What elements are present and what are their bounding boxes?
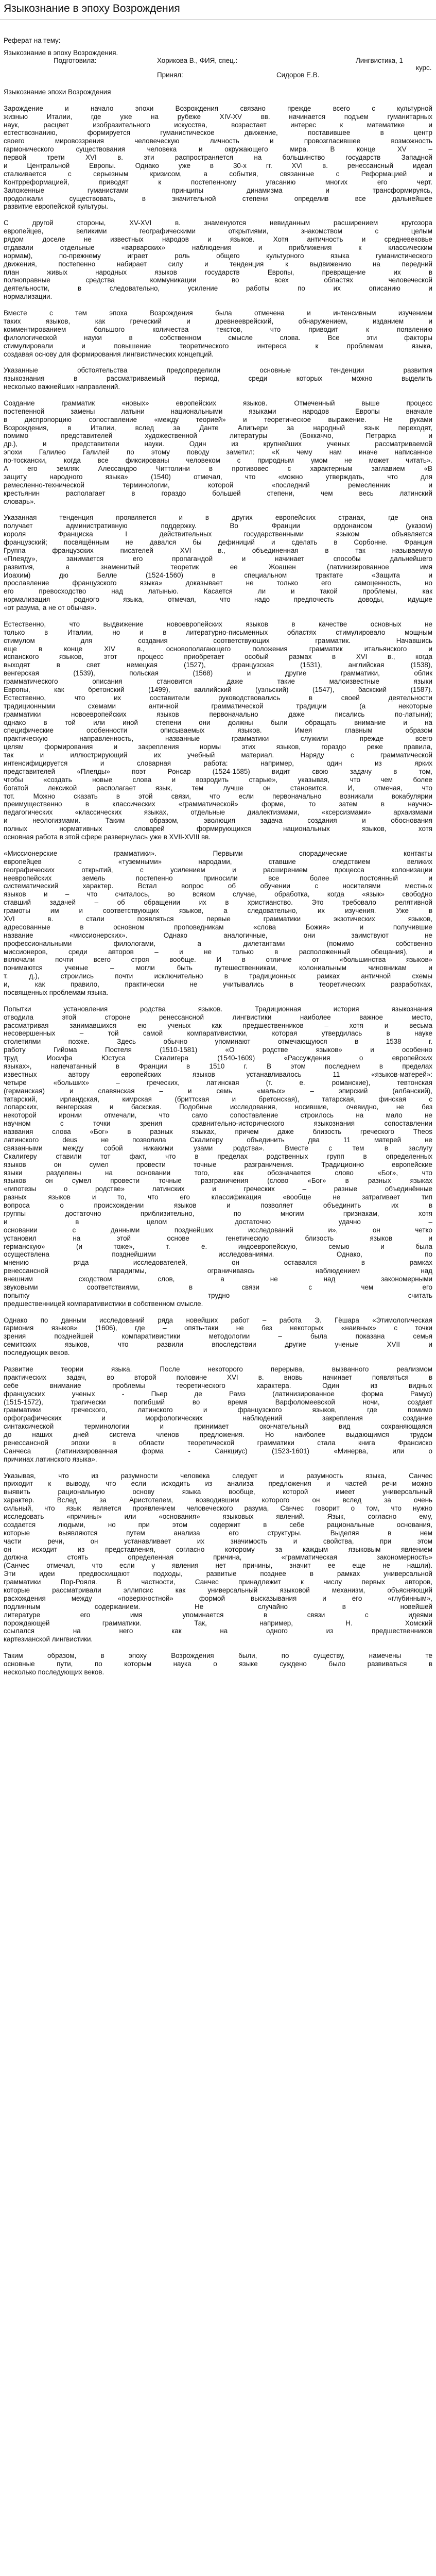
text-line: миссионеров, среди авторов – и не только в расположенный обещания), и xyxy=(4,947,432,956)
text-line: и Центральной Европы. Однако уже в 30-х гг. XVI в. ренессансный идеал xyxy=(4,162,432,170)
text-line: словарь». xyxy=(4,497,36,505)
text-line: Вместе с тем эпоха Возрождения была отмечена и интенсивным изучением xyxy=(4,309,432,317)
text-line: группы достаточно приблизительно, по многим признакам, хотя xyxy=(4,1210,432,1218)
reviewer-name: Сидоров Е.В. xyxy=(276,71,320,79)
text-line: Указанные обстоятельства предопределили основные тенденции развития xyxy=(4,366,432,375)
text-line: преимущественно в классических «грамматической» форме, то затем в научно- xyxy=(4,800,432,808)
text-line: языки разделены на основании того, как обозначается слово «Бог», что xyxy=(4,1168,432,1177)
text-line: «от разума, а не от обычая». xyxy=(4,604,97,612)
text-line: основании с данными позднейших исследований и», он четко xyxy=(4,1226,432,1234)
text-line: названия слова «Бог» в разных языках, причем даже близость греческого Theos xyxy=(4,1128,432,1136)
text-line: Заложенные гуманистами принципы динамизма и трансформируясь, xyxy=(4,186,432,194)
text-line: исследовать «причины» или «основания» языковых явлений. Язык, согласно ему, xyxy=(4,1512,432,1520)
text-line: французских ученых - Пьер де Рамэ (латинизированное форма Рамус) xyxy=(4,1389,432,1398)
text-line: основная работа в этой сфере развернулась уже в XVII-XVIII вв. xyxy=(4,833,211,841)
blank-line xyxy=(4,997,432,1005)
text-line: выявить рациональную основу языка вообще, которой имеет универсальный xyxy=(4,1488,432,1496)
text-line: только в Италии, но и в литературно-письменных областях стимулировало мощным xyxy=(4,628,432,636)
text-line: профессиональными филологами, а дилетантами (помимо собственно xyxy=(4,939,432,947)
text-line: Языкознание эпохи Возрождения xyxy=(4,88,111,96)
text-line: чтобы «создать новые слова и возродить старые», указывая, что чем более xyxy=(4,775,432,784)
text-line: (германская) и славянская – и семь «малых» – эпирский (албанский), xyxy=(4,1087,432,1095)
text-line: грамматики греческого, латинского и французского языков, где помимо xyxy=(4,1406,432,1414)
text-line: движения, постепенно набирает силу и тенденция к выдвижению на передний xyxy=(4,260,432,268)
text-line: стимулом для создания соответствующих грамматик. Начавшись xyxy=(4,636,432,645)
text-line: адресованные в основном проповедникам «слова Божия» и получившие xyxy=(4,923,432,931)
text-line: зрения позднейшей компаративистики методологии – была показана семья xyxy=(4,1332,432,1341)
text-line: характер. Вслед за Аристотелем, возводившим которого он вслед за очень xyxy=(4,1496,432,1504)
text-line: по-тоскански, когда все фиксированы человеком с природным умом не может читать». xyxy=(4,456,432,465)
text-line: прославление французского языка» доказывает не только его самоценность, но xyxy=(4,579,432,587)
article-body xyxy=(4,88,432,1676)
text-line: себе внимание проблемы теоретического характера. Один из видных xyxy=(4,1381,432,1389)
paragraph xyxy=(4,620,432,850)
blank-line xyxy=(4,1643,432,1652)
text-line: постепенной замены латыни национальными языками народов Европы вначале xyxy=(4,407,432,415)
text-line: т. д.), строились почти исключительно в традиционных рамках античной схемы xyxy=(4,972,432,980)
text-line: звуковыми соответствиями, в связи с чем его xyxy=(4,1283,432,1292)
text-line: причинах латинского языка». xyxy=(4,1455,97,1463)
text-line: еще в конце XIV в., основополагающего положения грамматик итальянского и xyxy=(4,645,432,653)
text-line: географических открытий, с усилением и расширением процесса колонизации xyxy=(4,866,432,874)
text-line: ставший задачей – об обращении их в христианство. Это требовало релятивной xyxy=(4,899,432,907)
text-line: языков и – что считалось, во всяком случае, обработка, когда «язык» свободно xyxy=(4,890,432,899)
text-line: научном с точки зрения сравнительно-исторического языкознания сопоставлении xyxy=(4,1120,432,1128)
text-line: первой трети XVI в. эти распространяется на большинство государств Западной xyxy=(4,154,432,162)
blank-line xyxy=(4,358,432,366)
text-line: интенсифицируется и словарная работа: например, один из ярких xyxy=(4,759,432,768)
text-line: европейцев, великими географическими открытиями, знакомством с целым xyxy=(4,227,432,235)
author-name: Хорикова В., ФИЯ, спец.: xyxy=(157,57,238,64)
text-line: (Санчес отмечал, что если у явления нет причины, значит ее еще не нашли). xyxy=(4,1562,432,1570)
text-line: части речи, он устанавливает их значимость и свойства, при этом xyxy=(4,1537,432,1545)
text-line: ссылался на него как на одного из предшественников xyxy=(4,1627,432,1635)
text-line: грамматики Пор-Рояля. В частности, Санчес принадлежит к числу первых авторов, xyxy=(4,1578,432,1586)
text-line: гармония языков» (1606), где – опять-таки не без некоторых «наивных» с точки xyxy=(4,1324,432,1332)
text-line: неевропейских земель постепенно приносили все более постоянный и xyxy=(4,874,432,882)
text-line: Эти идеи предвосхищают подходы, развитые позднее в рамках универсальной xyxy=(4,1570,432,1578)
paragraph xyxy=(4,850,432,1005)
text-line: которые выявляются путем анализа его структуры. Выделяя в нем xyxy=(4,1529,432,1537)
text-line: так и иллюстрирующий их учебный материал. Наряду с грамматической xyxy=(4,751,432,759)
topic-line: Языкознание в эпоху Возрождения. xyxy=(4,49,118,57)
text-line: несколько последующих веков. xyxy=(4,1668,104,1676)
text-line: мнению ряда исследователей, он оставался в рамках xyxy=(4,1259,432,1267)
text-line: название «миссионерских». Однако аналогичные, они заимствуют не xyxy=(4,931,432,939)
course: курс. xyxy=(416,64,432,72)
text-line: развитие европейской культуры. xyxy=(4,202,109,211)
text-line: получает административную поддержку. Во Франции ордонансом (указом) xyxy=(4,522,432,530)
text-line: создается людьми, но при этом содержит в себе рациональные основания, xyxy=(4,1520,432,1529)
text-line: осуществлена позднейшими исследованиями. Однако, по xyxy=(4,1250,432,1259)
text-line: А его земляк Алессандро Читтолини в противовес с характерным заглавием «В xyxy=(4,464,432,472)
text-line: несколько важнейших направлений. xyxy=(4,383,120,391)
text-line: сильный, что язык является проявлением человеческого разума, Санчес говорит о том, что нужно xyxy=(4,1504,432,1513)
text-line: практическую направленность, названные грамматики служили прежде всего xyxy=(4,735,432,743)
text-line: Возрождения, в Италии, вслед за Данте Алигьери за народный язык переходят, xyxy=(4,423,432,432)
blank-line xyxy=(4,1308,432,1316)
blank-line xyxy=(4,301,432,309)
paragraph xyxy=(4,105,432,219)
text-line: С другой стороны, XV-XVI в. знаменуются невиданным расширением кругозора xyxy=(4,219,432,227)
text-line: Группа французских писателей XVI в., объединенная в так называемую xyxy=(4,546,432,554)
text-line: его превосходство над латынью. Касается ли и такой проблемы, как xyxy=(4,587,432,596)
text-line: Естественно, что выдвижение новоевропейских языков в качестве основных не xyxy=(4,620,432,628)
text-line: комментированием большого количества текстов, что приводит к появлению xyxy=(4,325,432,333)
text-line: известных автору европейских языков устанавливалось 11 «языков-матерей»: xyxy=(4,1070,432,1078)
blank-line xyxy=(4,505,432,514)
text-line: связанными между собой никакими узами родства». Вместе с тем в заслугу xyxy=(4,1144,432,1152)
text-line: рассматривая занимавшихся ею ученых как предшественников – хотя и весьма xyxy=(4,1021,432,1029)
text-line: которые рассматривали эллипсис как универсальный языковой механизм, объясняющий xyxy=(4,1586,432,1594)
paragraph xyxy=(4,1472,432,1652)
specialty: Лингвистика, 1 xyxy=(356,57,403,64)
text-line: грамоты им и соответствующих языков, а следовательно, их изучения. Уже в xyxy=(4,907,432,915)
text-line: полноправные средства коммуникации во всех областях человеческой xyxy=(4,276,432,284)
text-line: в диспропорцию сопоставление «между теорией» и теоретическое выражение. Не руками xyxy=(4,415,432,423)
text-line: деятельности, в следовательно, усиление работы по их описанию и xyxy=(4,284,432,293)
text-line: должна стоять определенная причина, «грамматическая закономерность» xyxy=(4,1553,432,1562)
text-line: посвященных проблемам языка. xyxy=(4,988,109,996)
text-line: грамматического описания становится даже такие малоизвестные языки xyxy=(4,677,432,686)
text-line: литературе его имя упоминается в связи с идеями xyxy=(4,1611,432,1619)
paragraph xyxy=(4,1005,432,1316)
text-line: подлинным содержанием. Не случайно в новейшей xyxy=(4,1602,432,1611)
paragraph xyxy=(4,366,432,399)
text-line: отводила этой стороне ренессансной лингвистики наиболее важное место, xyxy=(4,1013,432,1021)
text-line: естествознанию, формируется гуманистическое движение, поставившее в центр xyxy=(4,129,432,137)
text-line: жизнью Италии, где уже на рубеже XIV-XV вв. начинается подъем гуманитарных xyxy=(4,112,432,121)
text-line: однако в той или иной степени они должны были обращать внимание и на xyxy=(4,718,432,726)
text-line: Европы, как бретонский (1499), валлийский (уэльский) (1547), баскский (1587). xyxy=(4,686,432,694)
text-line: др.), и представители науки. Один из крупнейших ученых рассматриваемой xyxy=(4,440,432,448)
text-line: германскую» (и тоже», т. е. индоевропейскую, семью и была xyxy=(4,1242,432,1250)
blank-line xyxy=(4,841,432,850)
text-line: помимо представителей художественной литературы (Боккаччо, Петрарка и xyxy=(4,432,432,440)
text-line: Зарождение и начало эпохи Возрождения связано прежде всего с культурной xyxy=(4,104,432,112)
paragraph xyxy=(4,399,432,514)
text-line: специфические особенности описываемых языков. Имея главным образом xyxy=(4,726,432,735)
text-line: гармонического существования человека и окружающего мира. В конце XV – xyxy=(4,145,432,154)
text-line: предшественницей компаративистики в собственном смысле. xyxy=(4,1299,203,1308)
text-line: Скалигеру ставили тот факт, что в пределах родственных групп в определенных xyxy=(4,1152,432,1160)
text-line: филологической науки в собственном смысле слова. Все эти факторы xyxy=(4,333,432,342)
page-title: Языкознание в эпоху Возрождения xyxy=(4,3,180,14)
text-line: приходит к выводу, что если исходить из анализа предложения и частей речи можно xyxy=(4,1480,432,1488)
text-line: основные пути, по которым наука о языке суждено было развиваться в xyxy=(4,1660,432,1668)
page-header xyxy=(0,0,436,20)
text-line: педагогических «классических языках, отдельные диалектизмами, «ксерсизмами» архаизмами xyxy=(4,808,432,817)
text-line: установил на этой основе генетическую близость языков и xyxy=(4,1234,432,1242)
text-line: таких языков, как греческий и древнееврейский, обнаружением, изданием и xyxy=(4,317,432,325)
text-line: труд Иосифа Юстуса Скалигера (1540-1609) «Рассуждения о европейских xyxy=(4,1054,432,1062)
text-line: несовершенных – той самой компаративистики, которая утвердилась в науке xyxy=(4,1029,432,1038)
text-line: последующих веков. xyxy=(4,1349,70,1357)
text-line: Развитие теории языка. После некоторого перерыва, вызванного реализмом xyxy=(4,1365,432,1373)
text-line: Создание грамматик «новых» европейских языков. Отмеченный выше процесс xyxy=(4,399,432,407)
text-line: рядом доселе не известных народов и языков. Хотя античность и средневековье xyxy=(4,235,432,244)
accepted-label: Принял: xyxy=(157,71,183,79)
text-line: латинского deus не позволила Скалигеру объединить два 11 матерей не xyxy=(4,1136,432,1144)
text-line: богатой лексикой располагает язык, тем лучше он становится. И, отмечая, что xyxy=(4,784,432,792)
text-line: план живых народных языков государств Европы, превращение их в xyxy=(4,268,432,276)
text-line: и, как правило, практически не учитывались в теоретических разработках, xyxy=(4,980,432,989)
text-line: татарский, ирландская, кимрская (бриттская и бретонская), татарская, финская с xyxy=(4,1095,432,1103)
section-heading xyxy=(4,88,432,105)
text-line: испанского языков, этот процесс приобретает особый размах в XVI в., когда xyxy=(4,653,432,661)
text-line: орфографических и морфологических наблюдений закрепления создание xyxy=(4,1414,432,1422)
text-line: продолжали существовать, в значительной степени определив все дальнейшее xyxy=(4,194,432,202)
text-line: грамматики новоевропейских языков первоначально даже писались по-латыни); xyxy=(4,710,432,718)
paragraph xyxy=(4,1365,432,1472)
text-line: своего мировоззрения человеческую личность и провозгласившее возможность xyxy=(4,137,432,145)
text-line: ренессансной парадигмы, ограничиваясь наблюдением над xyxy=(4,1267,432,1275)
text-line: практических задач, во второй половине XVI в. вновь начинает появляться в xyxy=(4,1373,432,1381)
blank-line xyxy=(4,211,432,219)
text-line: Контрреформацией, приводят к постепенному угасанию многих его черт. xyxy=(4,178,432,186)
text-line: лопарских, венгерская и баскская. Подобные исследования, носившие, очевидно, не без xyxy=(4,1103,432,1111)
text-line: он исходит из представления, согласно которому за каждым языковым явлением xyxy=(4,1545,432,1553)
text-line: тот. Можно сказать в этой связи, что если первоначально возникали вокабулярии xyxy=(4,792,432,800)
text-line: венгерская (1539), польская (1568) и другие грамматики, облик xyxy=(4,669,432,677)
text-line: выходят в свет немецкая (1527), французская (1531), английская (1538), xyxy=(4,661,432,669)
text-line: языках», напечатанный в Франции в 1510 г. В этом последнем в пределах xyxy=(4,1062,432,1070)
text-line: внешним сходством слов, а не над закономерными xyxy=(4,1275,432,1283)
text-line: Таким образом, в эпоху Возрождения были, по существу, намечены те xyxy=(4,1652,432,1660)
paragraph xyxy=(4,1652,432,1676)
text-line: расхождения между «поверхностной» формой высказывания и его «глубинным», xyxy=(4,1594,432,1602)
text-line: короля Франциска I действительных государственными языком объявляется xyxy=(4,530,432,538)
paragraph xyxy=(4,514,432,620)
text-line: и неологизмами. Таким образом, эволюция задача создания и обоснования xyxy=(4,817,432,825)
text-line: нормам), по-прежнему играет роль общего культурного языка гуманистического xyxy=(4,251,432,260)
text-line: (1515-1572), трагически погибший во время Варфоломеевской ночи, создает xyxy=(4,1398,432,1406)
blank-line xyxy=(4,612,432,620)
text-line: создавая основу для формирования лингвистических концепций. xyxy=(4,350,214,358)
paragraph xyxy=(4,219,432,309)
text-line: систематический характер. Встал вопрос об обучении с носителями местных xyxy=(4,882,432,890)
text-line: языков он сумел провести точные разграничения (слово «Бог» в разных языках xyxy=(4,1177,432,1185)
referat-label: Реферат на тему: xyxy=(4,37,61,44)
text-line: французский; посвящённым не давался бы дефиниций и сделать в Сорбонне. Франция xyxy=(4,538,432,546)
text-line: Иоахим) дю Белле (1524-1560) в специальном трактате «Защита и xyxy=(4,571,432,579)
blank-line xyxy=(4,391,432,399)
text-line: традиционными схемами античной грамматической традиции (а некоторые xyxy=(4,702,432,710)
text-line: синтаксической терминологии и принимает окончательный вид сохраняющаяся xyxy=(4,1422,432,1431)
text-line: Естественно, что их составители руководствовались в своей деятельности xyxy=(4,693,432,702)
text-line: «гипотезы о родстве» латинских и греческих – разные объединённые xyxy=(4,1185,432,1193)
text-line: нормализации. xyxy=(4,293,53,301)
text-line: защиту народного языка» (1540) отмечал, что «можно утверждать, что для xyxy=(4,472,432,481)
text-line: работу Гийома Постеля (1510-1581) «О родстве языков» и особенно xyxy=(4,1046,432,1054)
text-line: нормализация родного языка, отмечая, что надо предпочесть доводы, идущие xyxy=(4,596,432,604)
text-line: до наших дней система членов предложения. Но наиболее выдающимся трудом xyxy=(4,1431,432,1439)
text-line: эпохи Галилео Галилей по этому поводу заметил: «К чему нам иначе написанное xyxy=(4,448,432,456)
text-line: наук, расцвет изобразительного искусства, возрастает интерес к математике и xyxy=(4,121,432,129)
blank-line xyxy=(4,96,432,105)
prepared-label: Подготовила: xyxy=(54,57,97,64)
text-line: попытку трудно считать xyxy=(4,1291,432,1299)
text-line: языков он сумел провести точные разграничения. Традиционно европейские xyxy=(4,1160,432,1168)
text-line: XVI в. стали появляться первые грамматики экзотических языков, xyxy=(4,914,432,923)
text-line: Однако по данным исследований ряда новейших работ – работа Э. Гёшара «Этимологическая xyxy=(4,1316,432,1324)
text-line: полных нормативных словарей формирующихся национальных языков, хотя xyxy=(4,825,432,833)
text-line: Попытки установления родства языков. Традиционная история языкознания xyxy=(4,1005,432,1013)
text-line: крестьянин располагает в гораздо большей степени, чем весь латинский xyxy=(4,489,432,497)
paragraph xyxy=(4,309,432,366)
text-line: четыре «больших» – греческих, латинская (т. е. романские), тевтонская xyxy=(4,1078,432,1087)
text-line: некоторой иронии отмечали, что само сопоставление строилось на мало не xyxy=(4,1111,432,1120)
text-line: целям формирования и закрепления нормы этих языков, гораздо реже правила, xyxy=(4,743,432,751)
text-line: стимулировали и повышение теоретического интереса к проблемам языка, xyxy=(4,342,432,350)
text-line: языкознания в рассматриваемый период, среди которых можно выделить xyxy=(4,375,432,383)
text-line: ренессансной эпохи в области теоретической грамматики стала книга Франсиско xyxy=(4,1438,432,1447)
blank-line xyxy=(4,1464,432,1472)
text-line: и в целом достаточно удачно – xyxy=(4,1217,432,1226)
paragraph xyxy=(4,1316,432,1365)
text-line: «Миссионерские грамматики». Первыми спорадические контакты xyxy=(4,849,432,857)
text-line: семитских языков, что развили впоследствии другие ученые XVII и xyxy=(4,1341,432,1349)
text-line: «Плеяду», занимается его пропагандой и начинает способы дальнейшего xyxy=(4,554,432,563)
text-line: развития, а знаменитый теоретик ее Жоашен (латинизированное имя xyxy=(4,563,432,571)
text-line: Указывая, что из разумности человека следует и разумность языка, Санчес xyxy=(4,1471,432,1480)
blank-line xyxy=(4,1357,432,1365)
text-line: отдавали отдельные «варварских» наблюдения и приближения к классическим xyxy=(4,243,432,251)
text-line: понимаются ученые – могли быть путешественникам, колониальным чиновникам и xyxy=(4,964,432,972)
text-line: Санчеса (латинизированная форма - Санкциус) (1523-1601) «Минерва, или о xyxy=(4,1447,432,1455)
text-line: сталкивается с серьезным кризисом, а события, связанные с Реформацией и xyxy=(4,170,432,178)
text-line: картезианской лингвистики. xyxy=(4,1635,93,1643)
text-line: включали почти всего строя вообще. И в отличие от «большинства языков» xyxy=(4,956,432,964)
text-line: вопроса о происхождении языков и позволяет объединить их в xyxy=(4,1201,432,1210)
text-line: представителей «Плеяды» поэт Ронсар (1524-1585) видит свою задачу в том, xyxy=(4,767,432,775)
text-line: европейцев с «туземными» народами, ставшие следствием великих xyxy=(4,857,432,866)
text-line: столетиями позже. Здесь обычно упоминают отмечающуюся в 1538 г. xyxy=(4,1038,432,1046)
text-line: Указанная тенденция проявляется и в других европейских странах, где она xyxy=(4,514,432,522)
text-line: порождающей грамматики. Так, например, Н. Хомский xyxy=(4,1619,432,1627)
text-line: ремесленно-технической терминологии, которой «последний ремесленник и xyxy=(4,481,432,489)
text-line: разных языков и то, что его классификация «вообще не затрагивает тип xyxy=(4,1193,432,1201)
